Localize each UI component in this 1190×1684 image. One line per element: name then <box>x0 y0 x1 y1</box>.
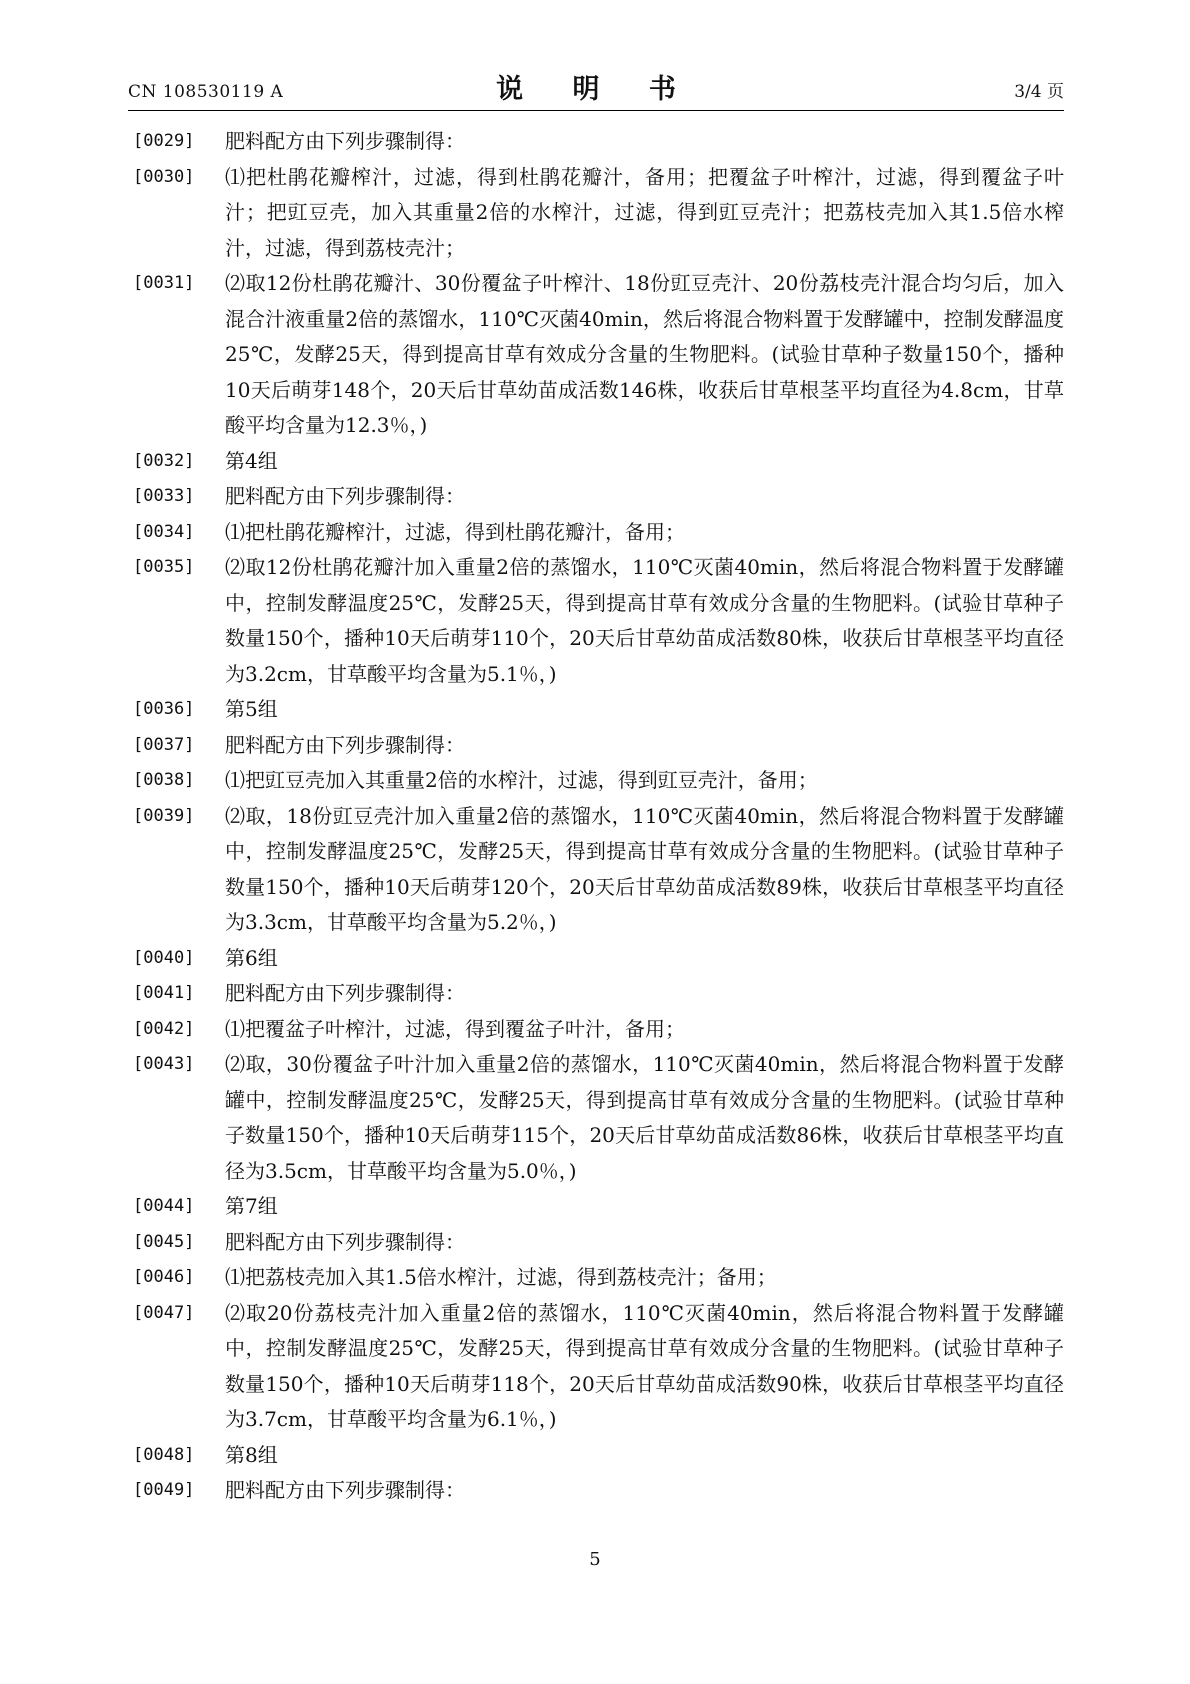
paragraph-number: [0045] <box>133 1231 195 1252</box>
page-reference: 3/4 页 <box>1014 82 1064 102</box>
paragraph-number: [0048] <box>133 1444 195 1465</box>
paragraph <box>133 1189 1064 1225</box>
paragraph <box>133 124 1064 160</box>
paragraph-number: [0029] <box>133 131 195 151</box>
paragraph-text: 第7组 <box>225 1194 278 1218</box>
paragraph <box>133 976 1064 1012</box>
paragraph-text: 肥料配方由下列步骤制得： <box>225 981 465 1005</box>
paragraph-number: [0044] <box>133 1196 195 1216</box>
paragraph-number: [0043] <box>133 1054 195 1074</box>
paragraph-text: ⑵取，30份覆盆子叶汁加入重量2倍的蒸馏水，110℃灭菌40min，然后将混合物料置于发酵罐中，控制发酵温度25℃，发酵25天，得到提高甘草有效成分含量的生物肥料。(试验甘草种子数量150个，播种10天后萌芽115个，20天后甘草幼苗成活数86株，收获后甘草根茎平均直径为3.5cm，甘草酸平均含量为5.0％，) <box>225 1052 1064 1183</box>
paragraph-number: [0030] <box>133 166 195 187</box>
header-divider <box>128 110 1064 111</box>
paragraph-text: ⑵取12份杜鹃花瓣汁加入重量2倍的蒸馏水，110℃灭菌40min，然后将混合物料置于发酵罐中，控制发酵温度25℃，发酵25天，得到提高甘草有效成分含量的生物肥料。(试验甘草种子数量150个，播种10天后萌芽110个，20天后甘草幼苗成活数80株，收获后甘草根茎平均直径为3.2cm，甘草酸平均含量为5.1％，) <box>225 555 1064 686</box>
paragraph-number: [0041] <box>133 983 195 1003</box>
paragraph <box>133 763 1064 799</box>
paragraph-number: [0046] <box>133 1267 195 1287</box>
paragraph-text: ⑴把杜鹃花瓣榨汁，过滤，得到杜鹃花瓣汁，备用； <box>225 519 685 544</box>
paragraph-text: 肥料配方由下列步骤制得： <box>225 732 465 757</box>
paragraph <box>133 1260 1064 1296</box>
paragraph-number: [0033] <box>133 486 195 506</box>
paragraph-number: [0032] <box>133 450 195 471</box>
document-title: 说 明 书 <box>496 74 696 105</box>
paragraph-number: [0039] <box>133 805 195 826</box>
paragraph <box>133 550 1064 692</box>
paragraph-number: [0038] <box>133 770 195 790</box>
document-id: CN 108530119 A <box>128 82 284 102</box>
paragraph-number: [0037] <box>133 734 195 755</box>
paragraph <box>133 941 1064 977</box>
paragraph-number: [0049] <box>133 1480 195 1500</box>
paragraph-text: 第8组 <box>225 1442 278 1467</box>
paragraph-number: [0047] <box>133 1302 195 1323</box>
paragraph-text: 肥料配方由下列步骤制得： <box>225 1478 465 1502</box>
paragraph-text: 第5组 <box>225 697 278 721</box>
paragraph-text: ⑴把杜鹃花瓣榨汁，过滤，得到杜鹃花瓣汁，备用；把覆盆子叶榨汁，过滤，得到覆盆子叶汁；把豇豆壳，加入其重量2倍的水榨汁，过滤，得到豇豆壳汁；把荔枝壳加入其1.5倍水榨汁，过滤，得到荔枝壳汁； <box>225 164 1064 260</box>
document-body <box>133 124 1064 1509</box>
paragraph <box>133 160 1064 267</box>
paragraph <box>133 728 1064 764</box>
paragraph <box>133 266 1064 444</box>
paragraph-text: 肥料配方由下列步骤制得： <box>225 129 465 153</box>
paragraph <box>133 692 1064 728</box>
paragraph <box>133 515 1064 551</box>
paragraph <box>133 1473 1064 1509</box>
paragraph-text: ⑴把覆盆子叶榨汁，过滤，得到覆盆子叶汁，备用； <box>225 1016 685 1041</box>
paragraph <box>133 1047 1064 1189</box>
paragraph <box>133 444 1064 480</box>
paragraph-text: 第4组 <box>225 448 278 473</box>
paragraph-text: ⑵取12份杜鹃花瓣汁、30份覆盆子叶榨汁、18份豇豆壳汁、20份荔枝壳汁混合均匀后，加入混合汁液重量2倍的蒸馏水，110℃灭菌40min，然后将混合物料置于发酵罐中，控制发酵温度25℃，发酵25天，得到提高甘草有效成分含量的生物肥料。(试验甘草种子数量150个，播种10天后萌芽148个，20天后甘草幼苗成活数146株，收获后甘草根茎平均直径为4.8cm，甘草酸平均含量为12.3％，) <box>225 271 1064 437</box>
paragraph <box>133 1296 1064 1438</box>
paragraph-number: [0034] <box>133 521 195 542</box>
paragraph-text: 肥料配方由下列步骤制得： <box>225 1229 465 1254</box>
paragraph-number: [0031] <box>133 273 195 293</box>
paragraph <box>133 479 1064 515</box>
page-header <box>128 60 1064 110</box>
paragraph-text: ⑵取，18份豇豆壳汁加入重量2倍的蒸馏水，110℃灭菌40min，然后将混合物料置于发酵罐中，控制发酵温度25℃，发酵25天，得到提高甘草有效成分含量的生物肥料。(试验甘草种子数量150个，播种10天后萌芽120个，20天后甘草幼苗成活数89株，收获后甘草根茎平均直径为3.3cm，甘草酸平均含量为5.2％，) <box>225 803 1064 934</box>
paragraph <box>133 1438 1064 1474</box>
page-number: 5 <box>589 1549 601 1570</box>
paragraph-number: [0040] <box>133 947 195 968</box>
paragraph-text: ⑴把荔枝壳加入其1.5倍水榨汁，过滤，得到荔枝壳汁；备用； <box>225 1265 777 1289</box>
paragraph-number: [0042] <box>133 1018 195 1039</box>
paragraph-text: 第6组 <box>225 945 278 970</box>
paragraph-text: ⑴把豇豆壳加入其重量2倍的水榨汁，过滤，得到豇豆壳汁，备用； <box>225 768 818 792</box>
paragraph-number: [0036] <box>133 699 195 719</box>
paragraph <box>133 1225 1064 1261</box>
paragraph <box>133 799 1064 941</box>
paragraph-number: [0035] <box>133 557 195 577</box>
paragraph-text: ⑵取20份荔枝壳汁加入重量2倍的蒸馏水，110℃灭菌40min，然后将混合物料置于发酵罐中，控制发酵温度25℃，发酵25天，得到提高甘草有效成分含量的生物肥料。(试验甘草种子数量150个，播种10天后萌芽118个，20天后甘草幼苗成活数90株，收获后甘草根茎平均直径为3.7cm，甘草酸平均含量为6.1％，) <box>225 1300 1064 1431</box>
paragraph <box>133 1012 1064 1048</box>
paragraph-text: 肥料配方由下列步骤制得： <box>225 484 465 508</box>
